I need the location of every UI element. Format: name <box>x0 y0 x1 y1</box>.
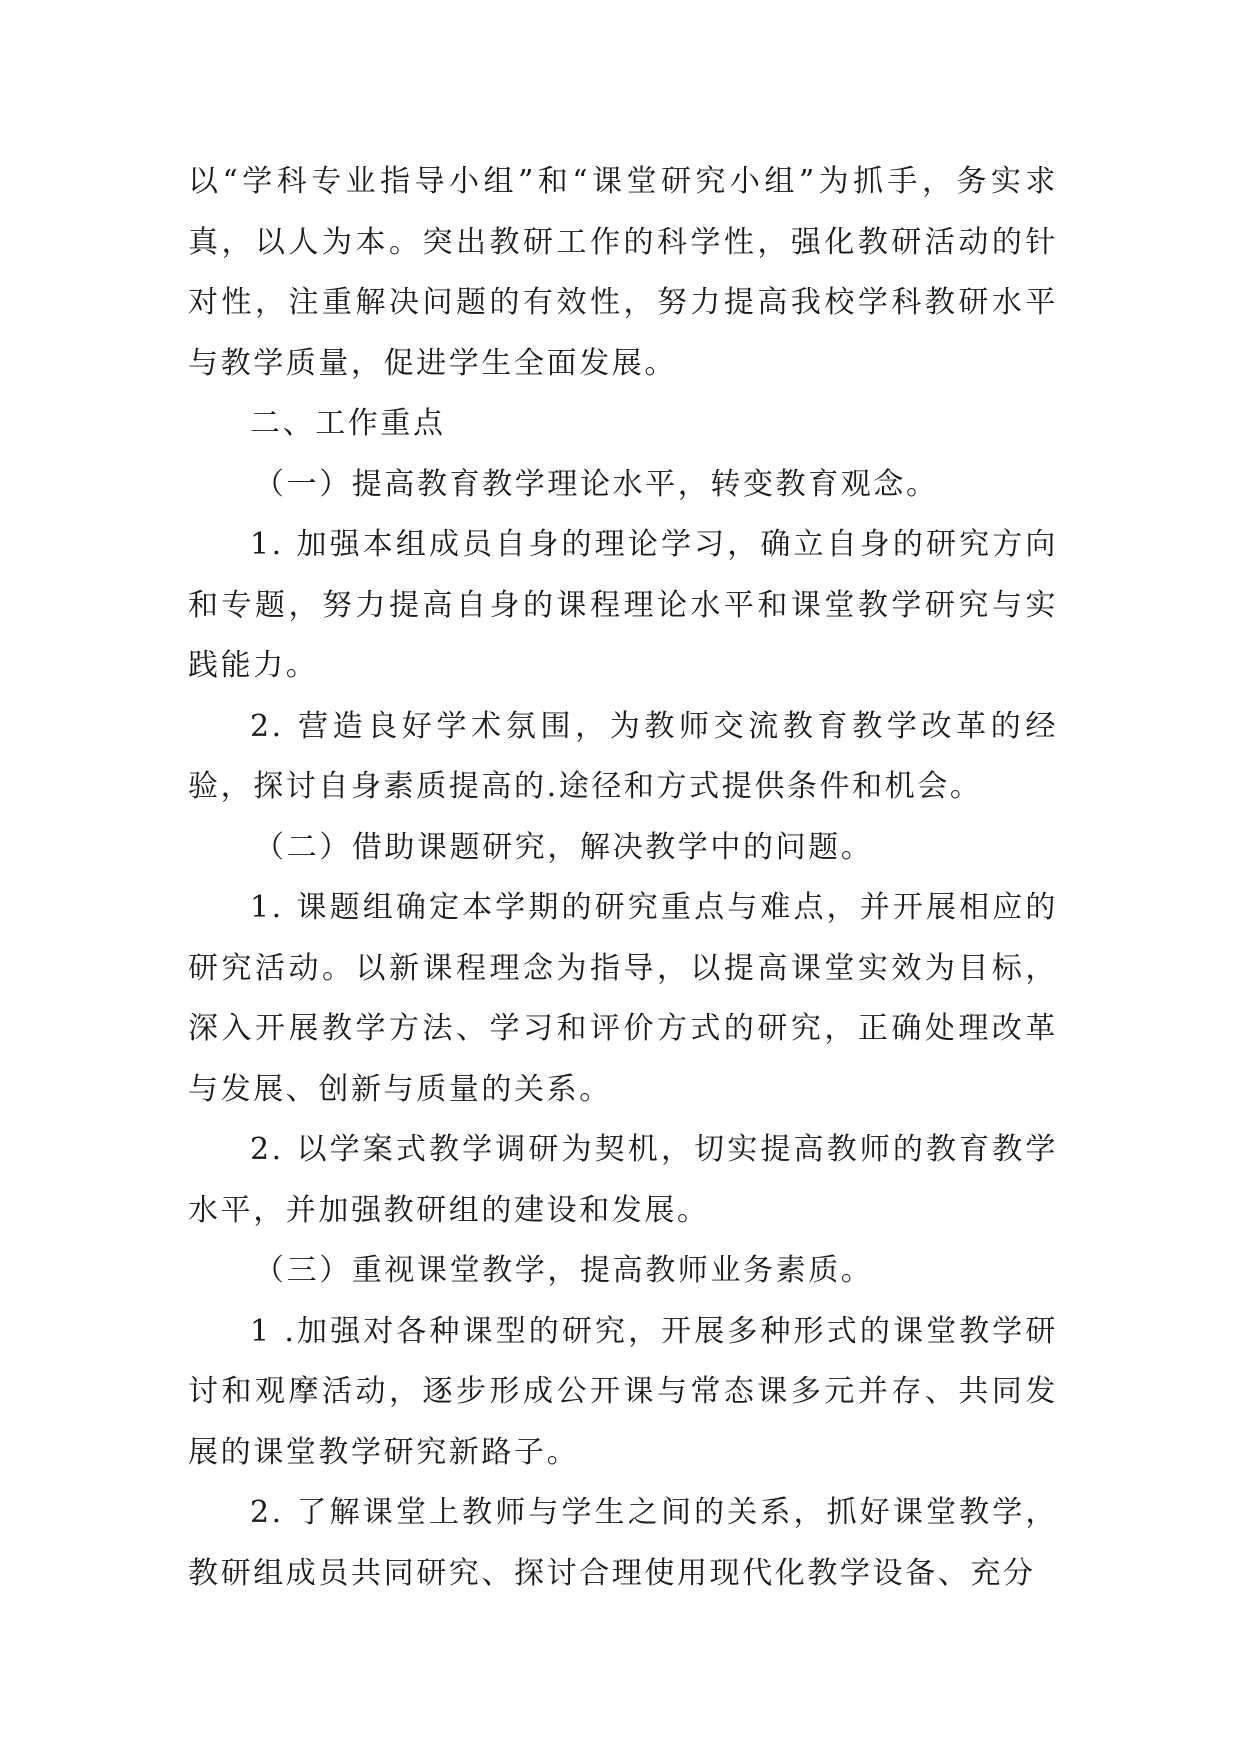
paragraph-intro-continuation: 以“学科专业指导小组”和“课堂研究小组”为抓手，务实求真，以人为本。突出教研工作的科学性，强化教研活动的针对性，注重解决问题的有效性，努力提高我校学科教研水平与教学质量，促进学生全面发展。 <box>188 164 1058 381</box>
paragraph-3-2: 2. 了解课堂上教师与学生之间的关系，抓好课堂教学，教研组成员共同研究、探讨合理使用现代化教学设备、充分 <box>188 1495 1058 1591</box>
paragraph-3-1: 1 .加强对各种课型的研究，开展多种形式的课堂教学研讨和观摩活动，逐步形成公开课与常态课多元并存、共同发展的课堂教学研究新路子。 <box>188 1313 1058 1470</box>
subsection-heading-2: （二）借助课题研究，解决教学中的问题。 <box>254 829 874 865</box>
document-body <box>188 152 1058 1604</box>
paragraph-2-2: 2. 以学案式教学调研为契机，切实提高教师的教育教学水平，并加强教研组的建设和发展。 <box>188 1132 1058 1228</box>
paragraph-1-1: 1. 加强本组成员自身的理论学习，确立自身的研究方向和专题，努力提高自身的课程理论水平和课堂教学研究与实践能力。 <box>188 527 1058 683</box>
section-heading-work-focus: 二、工作重点 <box>250 406 446 441</box>
paragraph-1-2: 2. 营造良好学术氛围，为教师交流教育教学改革的经验，探讨自身素质提高的.途径和方式提供条件和机会。 <box>188 708 1058 804</box>
subsection-heading-1: （一）提高教育教学理论水平，转变教育观念。 <box>254 466 939 502</box>
subsection-heading-3: （三）重视课堂教学，提高教师业务素质。 <box>254 1253 874 1288</box>
paragraph-2-1: 1. 课题组确定本学期的研究重点与难点，并开展相应的研究活动。以新课程理念为指导，以提高课堂实效为目标，深入开展教学方法、学习和评价方式的研究，正确处理改革与发展、创新与质量的关系。 <box>188 890 1058 1107</box>
